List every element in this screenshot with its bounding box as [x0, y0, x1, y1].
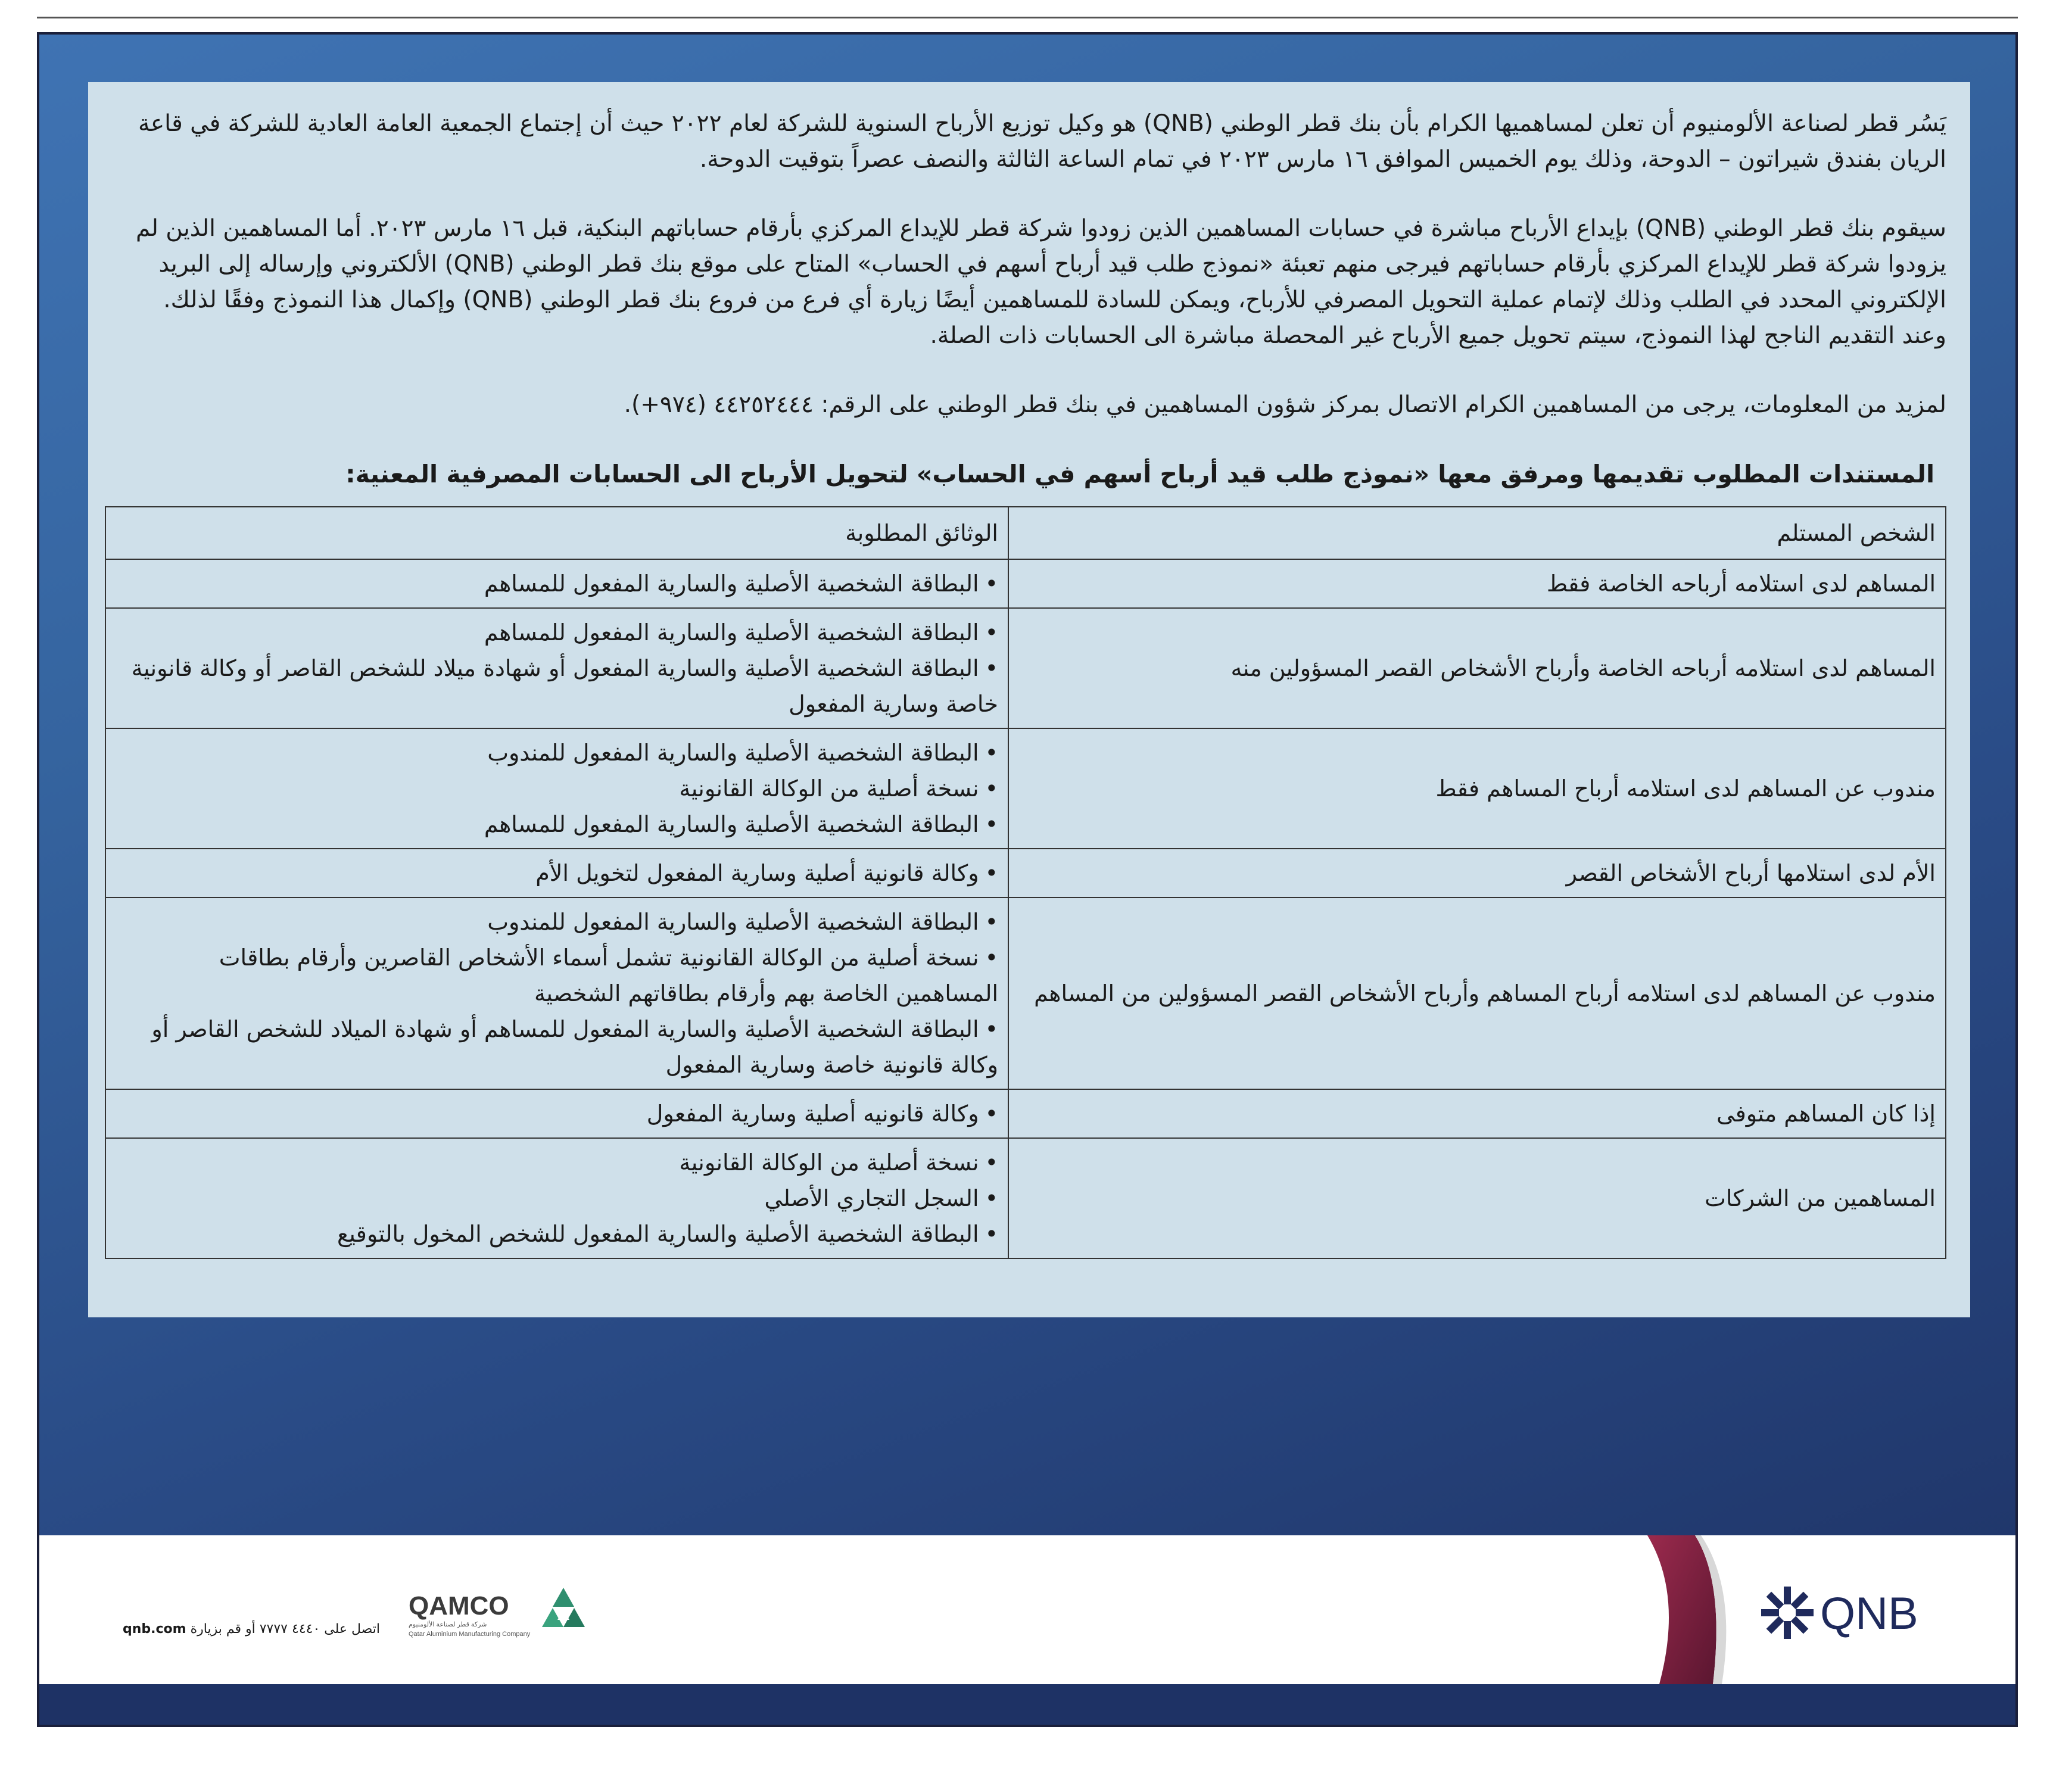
- table-row: [105, 849, 1946, 897]
- document-item: •البطاقة الشخصية الأصلية والسارية المفعول للمندوب: [487, 909, 998, 935]
- table-heading: المستندات المطلوب تقديمها ومرفق معها «نموذج طلب قيد أرباح أسهم في الحساب» لتحويل الأرباح الى الحسابات المصرفية المعنية:: [345, 460, 1934, 488]
- recipient-cell: المساهم لدى استلامه أرباحه الخاصة وأرباح الأشخاص القصر المسؤولين منه: [1008, 608, 1946, 728]
- footer-stripe: [39, 1684, 2015, 1727]
- header-recipient: الشخص المستلم: [1008, 507, 1946, 559]
- table-row: [105, 1089, 1946, 1138]
- qnb-emblem-icon: [1761, 1587, 1814, 1639]
- document-item: •نسخة أصلية من الوكالة القانونية تشمل أسماء الأشخاص القاصرين وأرقام بطاقات المساهمين الخاصة بهم وأرقام بطاقاتهم الشخصية: [219, 945, 998, 1006]
- table-row: [105, 728, 1946, 849]
- document-item: •البطاقة الشخصية الأصلية والسارية المفعول أو شهادة ميلاد للشخص القاصر أو وكالة قانونية خاصة وسارية المفعول: [131, 655, 998, 717]
- documents-cell: [105, 728, 1008, 849]
- recipient-cell: إذا كان المساهم متوفى: [1008, 1089, 1946, 1138]
- qamco-wordmark: QAMCO: [409, 1591, 509, 1620]
- contact-text: اتصل على ٤٤٤٠ ٧٧٧٧ أو قم بزيارة: [190, 1622, 380, 1637]
- documents-cell: [105, 608, 1008, 728]
- qamco-logo: [409, 1580, 599, 1645]
- recipient-cell: مندوب عن المساهم لدى استلامه أرباح المساهم وأرباح الأشخاص القصر المسؤولين من المساهم: [1008, 897, 1946, 1089]
- table-header-row: [105, 507, 1946, 559]
- qamco-recycle-icon: [542, 1588, 585, 1627]
- intro-paragraph-1: يَسُر قطر لصناعة الألومنيوم أن تعلن لمساهميها الكرام بأن بنك قطر الوطني (QNB) هو وكيل توزيع الأرباح السنوية للشركة لعام ٢٠٢٢ حيث أن إجتماع الجمعية العامة العادية للشركة في قاعة الريان بفندق شيراتون – الدوحة، وذلك يوم الخميس الموافق ١٦ مارس ٢٠٢٣ في تمام الساعة الثالثة والنصف عصراً بتوقيت الدوحة.: [138, 110, 1946, 173]
- qamco-arabic-name: شركة قطر لصناعة الألومنيوم: [409, 1621, 487, 1628]
- documents-cell: [105, 897, 1008, 1089]
- documents-cell: [105, 1089, 1008, 1138]
- document-item: •البطاقة الشخصية الأصلية والسارية المفعول للمساهم: [484, 811, 998, 837]
- document-item: •وكالة قانونية أصلية وسارية المفعول لتخويل الأم: [535, 860, 998, 886]
- document-item: •البطاقة الشخصية الأصلية والسارية المفعول للمساهم أو شهادة الميلاد للشخص القاصر أو وكالة قانونية خاصة وسارية المفعول: [151, 1016, 998, 1078]
- table-row: [105, 559, 1946, 608]
- intro-paragraph-3: لمزيد من المعلومات، يرجى من المساهمين الكرام الاتصال بمركز شؤون المساهمين في بنك قطر الوطني على الرقم: ٤٤٢٥٢٤٤٤ (٩٧٤+).: [624, 391, 1946, 418]
- table-row: [105, 608, 1946, 728]
- qnb-logo: [1755, 1574, 1939, 1651]
- advertisement-frame: [37, 32, 2018, 1727]
- header-documents: الوثائق المطلوبة: [105, 507, 1008, 559]
- document-item: •السجل التجاري الأصلي: [764, 1185, 998, 1211]
- document-item: •البطاقة الشخصية الأصلية والسارية المفعول للمساهم: [484, 619, 998, 646]
- recipient-cell: المساهم لدى استلامه أرباحه الخاصة فقط: [1008, 559, 1946, 608]
- documents-table: [105, 506, 1946, 1259]
- recipient-cell: المساهمين من الشركات: [1008, 1138, 1946, 1258]
- qamco-english-name: Qatar Aluminium Manufacturing Company: [409, 1631, 531, 1638]
- document-item: •البطاقة الشخصية الأصلية والسارية المفعول للمندوب: [487, 740, 998, 766]
- table-row: [105, 897, 1946, 1089]
- announcement-panel: [88, 82, 1970, 1317]
- documents-cell: [105, 849, 1008, 897]
- top-rule: [37, 17, 2018, 18]
- documents-cell: [105, 1138, 1008, 1258]
- document-item: •البطاقة الشخصية الأصلية والسارية المفعول للمساهم: [484, 571, 998, 597]
- qnb-swoosh-graphic: [1624, 1535, 1755, 1684]
- recipient-cell: مندوب عن المساهم لدى استلامه أرباح المساهم فقط: [1008, 728, 1946, 849]
- document-item: •البطاقة الشخصية الأصلية والسارية المفعول للشخص المخول بالتوقيع: [337, 1221, 998, 1247]
- intro-paragraph-2: سيقوم بنك قطر الوطني (QNB) بإيداع الأرباح مباشرة في حسابات المساهمين الذين زودوا شركة قطر للإيداع المركزي بأرقام حساباتهم البنكية، قبل ١٦ مارس ٢٠٢٣. أما المساهمين الذين لم يزودوا شركة قطر للإيداع المركزي بأرقام حساباتهم فيرجى منهم تعبئة «نموذج طلب قيد أرباح أسهم في الحساب» المتاح على موقع بنك قطر الوطني (QNB) الألكتروني وإرساله إلى البريد الإلكتروني المحدد في الطلب وذلك لإتمام عملية التحويل المصرفي للأرباح، ويمكن للسادة للمساهمين أيضًا زيارة أي فرع من فروع بنك قطر الوطني (QNB) وإكمال هذا النموذج وفقًا لذلك. وعند التقديم الناجح لهذا النموذج، سيتم تحويل جميع الأرباح غير المحصلة مباشرة الى الحسابات ذات الصلة.: [136, 215, 1946, 349]
- document-item: •نسخة أصلية من الوكالة القانونية: [679, 775, 998, 802]
- recipient-cell: الأم لدى استلامها أرباح الأشخاص القصر: [1008, 849, 1946, 897]
- table-row: [105, 1138, 1946, 1258]
- contact-line: [123, 1622, 380, 1637]
- document-item: •نسخة أصلية من الوكالة القانونية: [679, 1149, 998, 1176]
- qnb-wordmark: QNB: [1820, 1588, 1918, 1639]
- documents-cell: [105, 559, 1008, 608]
- document-item: •وكالة قانونيه أصلية وسارية المفعول: [646, 1101, 998, 1127]
- contact-website[interactable]: qnb.com: [123, 1622, 186, 1637]
